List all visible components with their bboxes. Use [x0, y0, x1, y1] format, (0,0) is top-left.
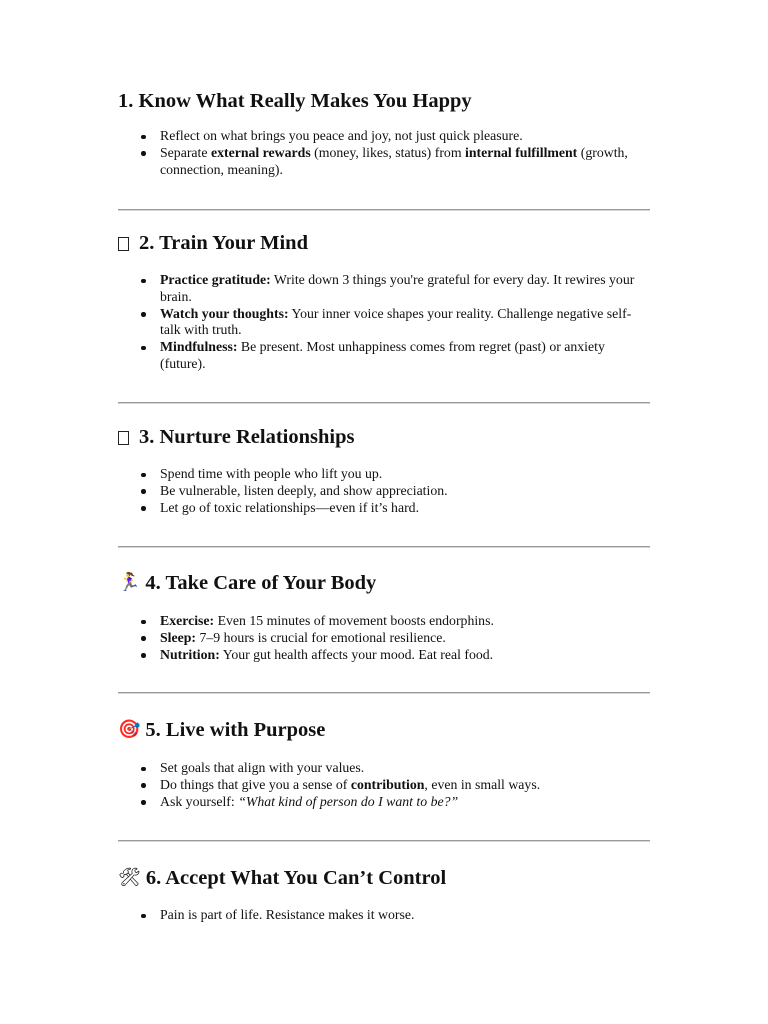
list-item [141, 145, 651, 179]
tools-icon: 🛠 [118, 867, 141, 888]
list-item [141, 777, 651, 794]
list-item-text: , even in small ways. [424, 776, 541, 792]
target-icon: 🎯 [118, 719, 141, 740]
section-heading [118, 231, 650, 255]
list-item [141, 647, 651, 664]
horizontal-rule [118, 692, 650, 694]
section-heading-text: 4. Take Care of Your Body [145, 572, 377, 594]
section-heading-text: 6. Accept What You Can’t Control [145, 867, 447, 889]
list-item-text: Your gut health affects your mood. Eat real food. [219, 646, 494, 662]
section-take-care-of-body [118, 571, 650, 662]
list-item [141, 613, 651, 630]
list-item [141, 339, 651, 373]
section-heading [118, 866, 650, 890]
list-item-text: (growth, connection, meaning). [160, 144, 628, 177]
section-heading-text: 3. Nurture Relationships [139, 426, 355, 448]
bold-term: internal fulfillment [465, 144, 578, 160]
list-item [141, 630, 651, 647]
item-label: Mindfulness: [160, 339, 238, 355]
list-item-text: Write down 3 things you're grateful for every day. It rewires your brain. [160, 272, 635, 304]
bold-term: external rewards [210, 144, 311, 160]
item-label: Practice gratitude: [160, 272, 271, 287]
list-item-text: Do things that give you a sense of [160, 776, 351, 792]
section-nurture-relationships [118, 425, 650, 515]
list-item-text: 7–9 hours is crucial for emotional resilience. [196, 629, 446, 645]
list-item-text: Reflect on what brings you peace and joy, not just quick pleasure. [160, 128, 523, 143]
bold-term: contribution [350, 776, 425, 792]
item-label: Sleep: [160, 629, 197, 645]
list-item-text: (money, likes, status) from [310, 144, 465, 160]
section-heading [118, 425, 650, 449]
horizontal-rule [118, 546, 650, 548]
list-item [141, 907, 651, 924]
item-label: Watch your thoughts: [160, 305, 289, 321]
list-item [141, 794, 651, 811]
section-heading [118, 571, 650, 595]
section-heading-text: 1. Know What Really Makes You Happy [118, 90, 472, 112]
section-train-your-mind [118, 231, 650, 371]
list-item-text: Separate [160, 144, 211, 160]
list-item [141, 760, 651, 777]
list-item-text: Set goals that align with your values. [160, 760, 365, 775]
bullet-list [141, 466, 651, 516]
section-live-with-purpose [118, 718, 650, 809]
list-item-text: Be present. Most unhappiness comes from regret (past) or anxiety (future). [160, 339, 605, 371]
list-item [141, 306, 651, 340]
bullet-list [141, 760, 651, 810]
section-accept-what-you-cant-control [118, 866, 650, 922]
list-item-text: Ask yourself: [160, 793, 239, 809]
list-item-text: Your inner voice shapes your reality. Challenge negative self-talk with truth. [160, 305, 632, 338]
horizontal-rule [118, 209, 650, 211]
missing-glyph-icon [118, 431, 129, 445]
section-heading [118, 718, 650, 742]
item-label: Nutrition: [160, 646, 220, 662]
list-item [141, 272, 651, 306]
list-item [141, 466, 651, 483]
item-label: Exercise: [160, 613, 215, 628]
section-heading-text: 5. Live with Purpose [145, 719, 326, 741]
missing-glyph-icon [118, 237, 129, 251]
section-heading-text: 2. Train Your Mind [139, 232, 308, 254]
list-item-text: Let go of toxic relationships—even if it’s hard. [160, 499, 420, 515]
bullet-list [141, 907, 651, 924]
horizontal-rule [118, 840, 650, 842]
bullet-list [141, 272, 651, 373]
list-item [141, 483, 651, 500]
bullet-list [141, 613, 651, 663]
list-item-text: Spend time with people who lift you up. [160, 466, 383, 481]
section-know-what-makes-you-happy [118, 89, 650, 177]
horizontal-rule [118, 402, 650, 404]
bullet-list [141, 128, 651, 178]
list-item [141, 500, 651, 517]
section-heading [118, 89, 650, 113]
list-item-text: Even 15 minutes of movement boosts endorphins. [214, 613, 494, 628]
runner-icon: 🏃‍♀ [118, 572, 141, 593]
list-item-text: Pain is part of life. Resistance makes it worse. [160, 907, 415, 922]
list-item-text: Be vulnerable, listen deeply, and show appreciation. [160, 482, 448, 498]
list-item [141, 128, 651, 145]
italic-question: “What kind of person do I want to be?” [238, 793, 459, 809]
